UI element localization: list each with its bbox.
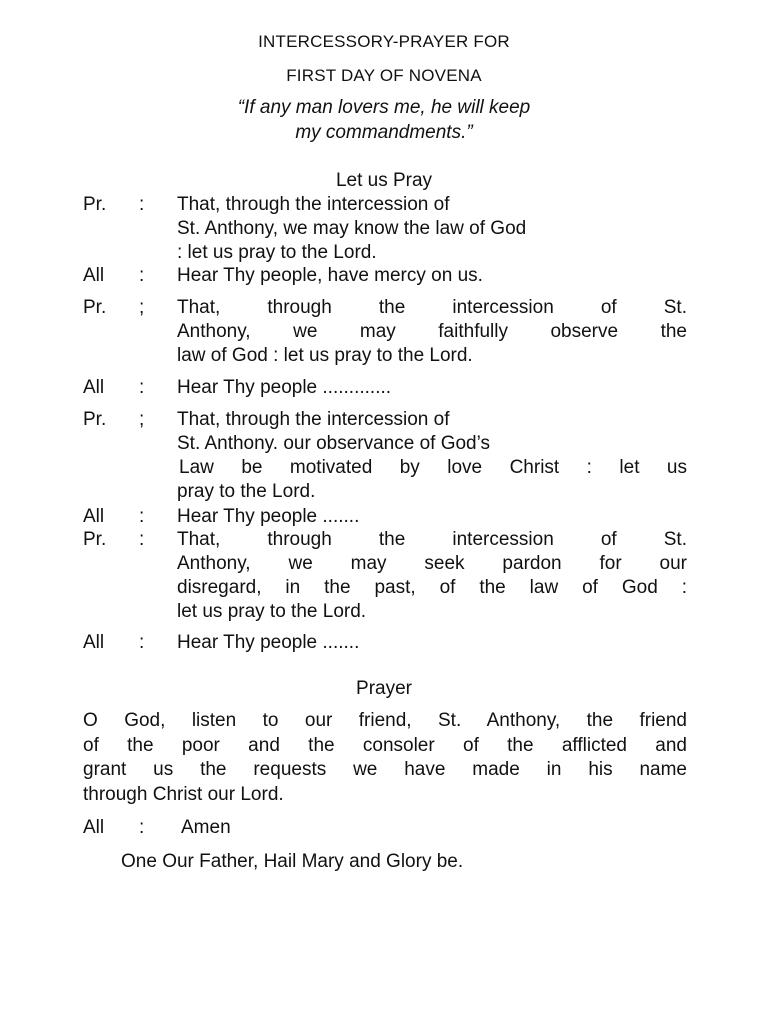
speaker-label: All <box>83 632 105 653</box>
petition-line: disregard, in the past, of the law of God : <box>177 577 687 598</box>
response-text <box>177 631 693 655</box>
prayer-heading: Prayer <box>356 678 412 699</box>
prayer-line: through Christ our Lord. <box>83 783 284 805</box>
let-us-pray-heading: Let us Pray <box>335 170 433 191</box>
petition-line: That, through the intercession of St. <box>177 297 687 318</box>
title-line-1: INTERCESSORY-PRAYER FOR <box>258 32 510 51</box>
speaker-label: All <box>83 506 105 527</box>
scripture-quote-line-1: “If any man lovers me, he will keep <box>237 97 531 118</box>
petition-text <box>177 528 687 624</box>
response-text <box>177 505 693 529</box>
petition-line: pray to the Lord. <box>177 481 316 502</box>
petition-text <box>177 193 693 265</box>
petition-line: : let us pray to the Lord. <box>177 242 377 263</box>
petition-line: That, through the intercession of St. <box>177 529 687 550</box>
petition-line: Anthony, we may seek pardon for our <box>177 553 687 574</box>
petition-text <box>177 408 687 504</box>
speaker-label: Pr. <box>83 529 107 550</box>
speaker-label: All <box>83 817 105 838</box>
response-line: Hear Thy people ............. <box>177 377 392 398</box>
response-line: Hear Thy people ....... <box>177 506 360 527</box>
response-line: Hear Thy people ....... <box>177 632 360 653</box>
title-line-2: FIRST DAY OF NOVENA <box>286 66 482 85</box>
prayer-line: grant us the requests we have made in his name <box>83 759 687 780</box>
petition-line: Anthony, we may faithfully observe the <box>177 321 687 342</box>
separator: : <box>139 529 145 550</box>
response-text <box>177 264 693 288</box>
separator: : <box>139 377 145 398</box>
prayer-paragraph <box>83 709 687 807</box>
speaker-label: All <box>83 265 105 286</box>
petition-line: That, through the intercession of <box>177 194 450 215</box>
separator: : <box>139 506 145 527</box>
speaker-label: Pr. <box>83 409 107 430</box>
prayer-line: of the poor and the consoler of the afflicted and <box>83 734 687 756</box>
separator: : <box>139 194 145 215</box>
petition-line: St. Anthony. our observance of God’s <box>177 433 490 454</box>
separator: ; <box>139 409 145 430</box>
response-line: Hear Thy people, have mercy on us. <box>177 265 483 286</box>
separator: : <box>139 265 145 286</box>
prayer-line: O God, listen to our friend, St. Anthony, the friend <box>83 710 687 731</box>
separator: : <box>139 817 145 838</box>
response-text <box>177 376 693 400</box>
amen-text: Amen <box>181 817 231 838</box>
petition-line: St. Anthony, we may know the law of God <box>177 218 527 239</box>
petition-line: let us pray to the Lord. <box>177 601 367 622</box>
speaker-label: Pr. <box>83 297 107 318</box>
petition-text <box>177 296 687 368</box>
separator: : <box>139 632 145 653</box>
petition-line: law of God : let us pray to the Lord. <box>177 345 473 366</box>
petition-line: That, through the intercession of <box>177 409 450 430</box>
petition-line: Law be motivated by love Christ : let us <box>179 457 687 478</box>
separator: ; <box>139 297 145 318</box>
closing-instruction: One Our Father, Hail Mary and Glory be. <box>121 851 464 872</box>
scripture-quote-line-2: my commandments.” <box>295 122 473 143</box>
speaker-label: Pr. <box>83 194 107 215</box>
speaker-label: All <box>83 377 105 398</box>
